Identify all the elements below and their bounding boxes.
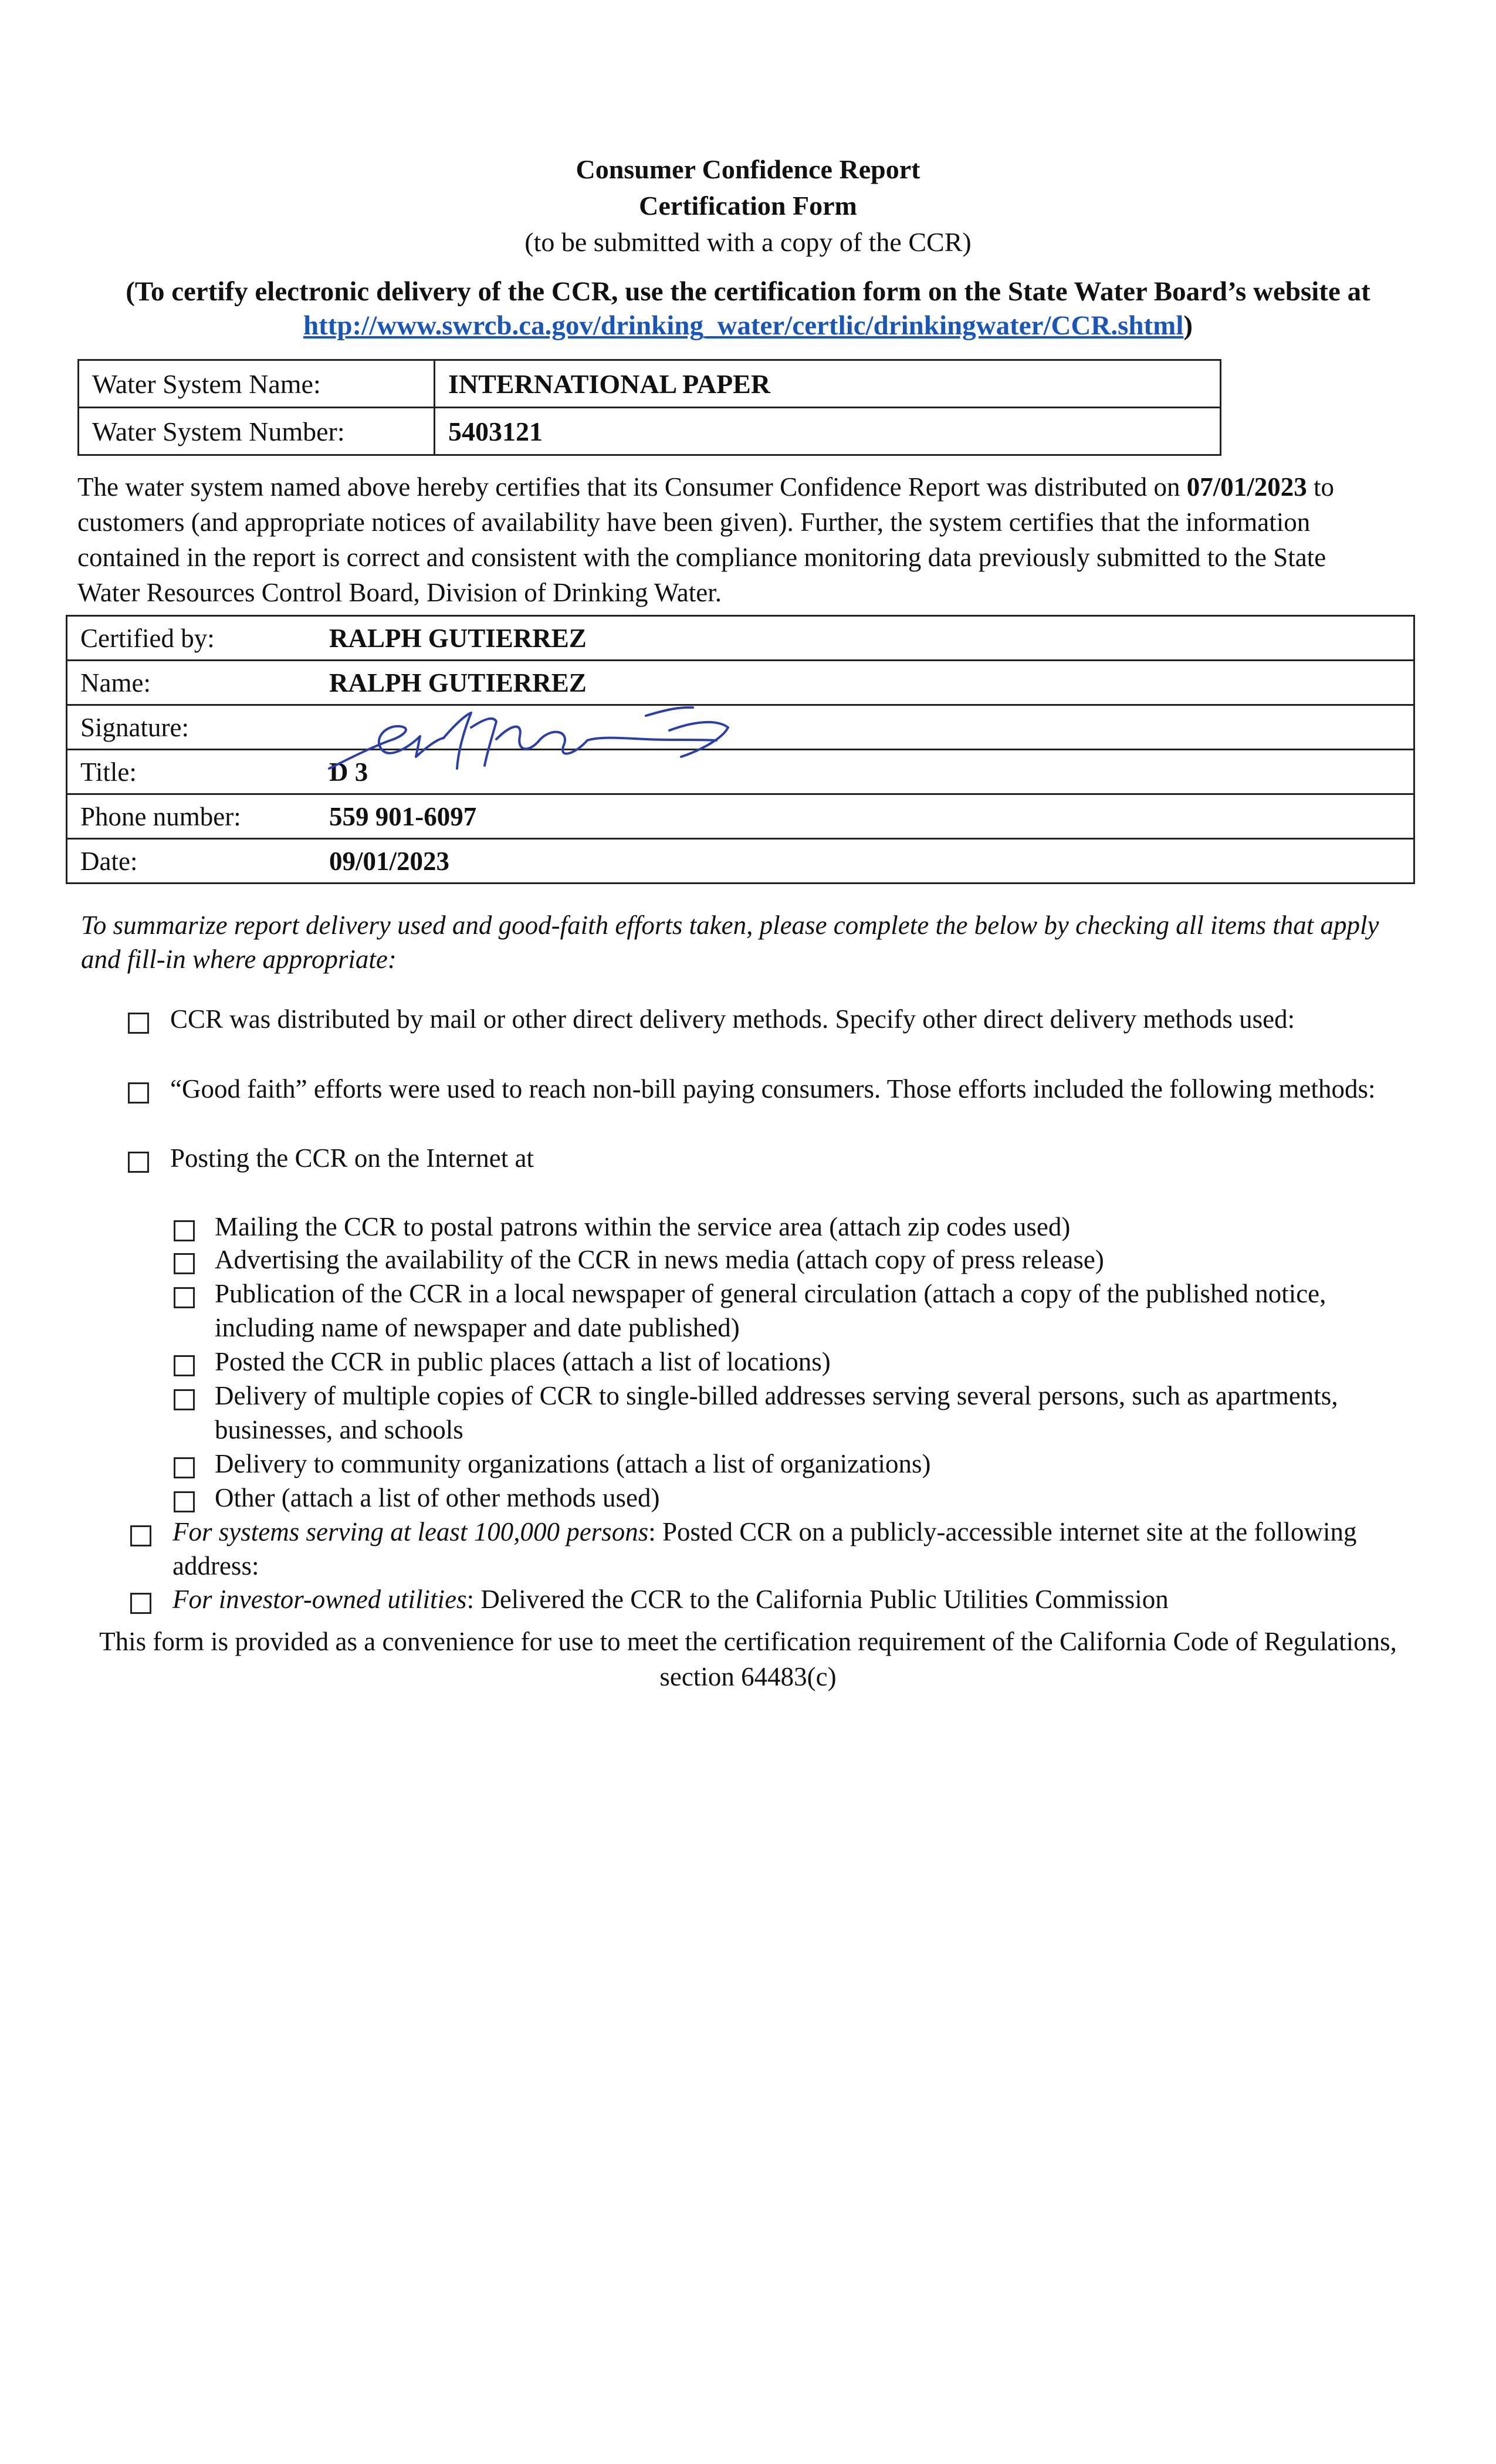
water-system-name-label: Water System Name: xyxy=(79,360,435,408)
certified-by-label: Certified by: xyxy=(67,616,317,661)
sub-option-label: Publication of the CCR in a local newspaper of general circulation (attach a copy of the published notice, including name of newspaper and date published) xyxy=(215,1279,1326,1342)
name-field[interactable]: RALPH GUTIERREZ xyxy=(316,661,1414,705)
internet-option-label: Posting the CCR on the Internet at xyxy=(170,1143,534,1173)
sub-option-label: Posted the CCR in public places (attach a list of locations) xyxy=(215,1347,831,1376)
sub-option-checkbox[interactable] xyxy=(174,1491,195,1512)
date-label: Date: xyxy=(67,839,317,884)
sub-option-checkbox[interactable] xyxy=(174,1457,195,1478)
handwritten-signature xyxy=(317,704,787,780)
mail-checkbox[interactable] xyxy=(128,1013,149,1034)
electronic-note-prefix: (To certify electronic delivery of the CCR, use the certification form on the State Water Board’s website at xyxy=(126,276,1370,307)
form-subtitle: (to be submitted with a copy of the CCR) xyxy=(524,227,972,257)
delivery-instructions: To summarize report delivery used and good-faith efforts taken, please complete the below by checking all items that apply and fill-in where appropriate: xyxy=(81,911,1379,974)
large-systems-option-label xyxy=(172,1515,1393,1583)
distribution-date: 07/01/2023 xyxy=(1186,472,1307,502)
sub-option-checkbox[interactable] xyxy=(174,1220,195,1241)
phone-row xyxy=(67,794,1414,839)
large-systems-text: : Posted CCR on a publicly-accessible internet site at the following address: xyxy=(172,1517,1357,1580)
investor-owned-text: : Delivered the CCR to the California Public Utilities Commission xyxy=(466,1585,1169,1614)
water-system-name-row xyxy=(79,360,1221,408)
large-systems-checkbox[interactable] xyxy=(130,1525,151,1546)
date-field[interactable]: 09/01/2023 xyxy=(316,839,1414,884)
sub-option-label: Delivery of multiple copies of CCR to single-billed addresses serving several persons, such as apartments, businesses, and schools xyxy=(215,1381,1338,1444)
sub-option-checkbox[interactable] xyxy=(174,1253,195,1274)
certified-by-row xyxy=(67,616,1414,661)
form-title-line1: Consumer Confidence Report xyxy=(576,154,920,184)
good-faith-option-label: “Good faith” efforts were used to reach non-bill paying consumers. Those efforts included the following methods: xyxy=(170,1074,1376,1104)
signature-row xyxy=(67,705,1414,750)
certification-statement xyxy=(77,469,1392,610)
form-footer-note: This form is provided as a convenience for use to meet the certification requirement of the California Code of Regulations, section 64483(c) xyxy=(99,1627,1397,1691)
phone-field[interactable]: 559 901-6097 xyxy=(316,794,1414,839)
investor-owned-italic-text: For investor-owned utilities xyxy=(172,1585,467,1614)
internet-checkbox[interactable] xyxy=(128,1152,149,1173)
water-system-number-row xyxy=(79,408,1221,455)
sub-option-checkbox[interactable] xyxy=(174,1355,195,1376)
form-title-line2: Certification Form xyxy=(639,191,857,221)
sub-option-checkbox[interactable] xyxy=(174,1389,195,1410)
sub-option-label: Other (attach a list of other methods used) xyxy=(215,1483,660,1512)
sub-option-checkbox[interactable] xyxy=(174,1287,195,1308)
form-header xyxy=(0,151,1496,260)
certification-text-part2: to customers (and appropriate notices of availability have been given). Further, the system certifies that the information contained in the report is correct and consistent with the compliance monitoring data previously submitted to the State Water Resources Control Board, Division of Drinking Water. xyxy=(77,472,1335,607)
state-water-board-link[interactable]: http://www.swrcb.ca.gov/drinking_water/certlic/drinkingwater/CCR.shtml xyxy=(303,310,1184,341)
water-system-table xyxy=(77,359,1221,456)
electronic-note-suffix: ) xyxy=(1183,310,1193,341)
title-label: Title: xyxy=(67,750,317,794)
certification-text-part1: The water system named above hereby certifies that its Consumer Confidence Report was distributed on xyxy=(77,472,1187,502)
investor-owned-option-label xyxy=(172,1582,1393,1616)
investor-owned-checkbox[interactable] xyxy=(130,1593,151,1614)
sub-option-label: Advertising the availability of the CCR in news media (attach copy of press release) xyxy=(215,1245,1104,1274)
phone-label: Phone number: xyxy=(67,794,317,839)
water-system-name-field[interactable]: INTERNATIONAL PAPER xyxy=(435,360,1221,408)
water-system-number-field[interactable]: 5403121 xyxy=(435,408,1221,455)
title-field[interactable]: D 3 xyxy=(316,750,1414,794)
large-systems-italic-text: For systems serving at least 100,000 persons xyxy=(172,1517,649,1546)
name-label: Name: xyxy=(67,661,317,705)
water-system-number-label: Water System Number: xyxy=(79,408,435,455)
date-row xyxy=(67,839,1414,884)
certifier-table xyxy=(66,615,1415,884)
sub-option-label: Mailing the CCR to postal patrons within the service area (attach zip codes used) xyxy=(215,1212,1071,1241)
mail-option-label: CCR was distributed by mail or other direct delivery methods. Specify other direct delivery methods used: xyxy=(170,1004,1295,1034)
signature-field[interactable] xyxy=(316,705,1414,750)
good-faith-checkbox[interactable] xyxy=(128,1082,149,1104)
sub-option-label: Delivery to community organizations (attach a list of organizations) xyxy=(215,1449,931,1478)
signature-label: Signature: xyxy=(67,705,317,750)
certified-by-field[interactable]: RALPH GUTIERREZ xyxy=(316,616,1414,661)
name-row xyxy=(67,661,1414,705)
electronic-delivery-note xyxy=(76,275,1420,343)
